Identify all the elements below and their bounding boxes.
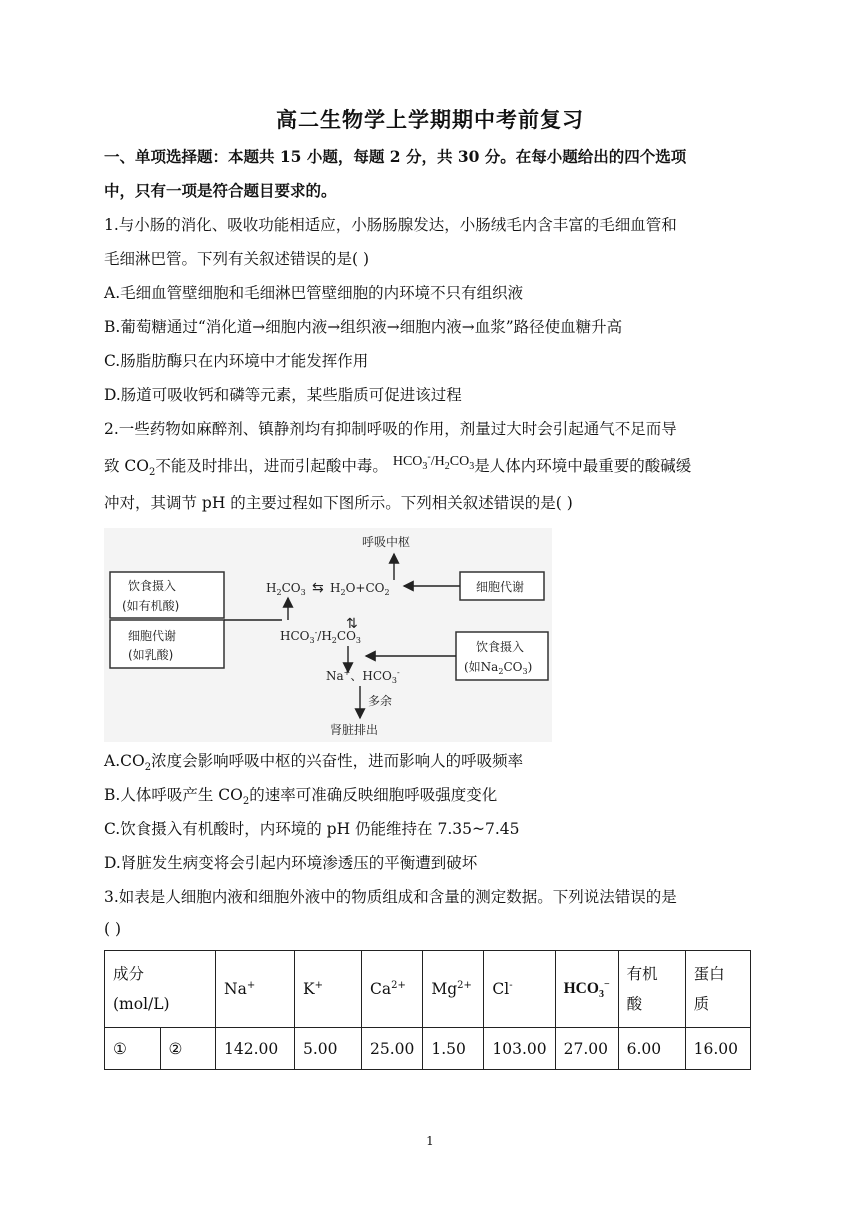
equilibrium-arrow-icon: ⇆	[312, 580, 324, 596]
header-organic-acid	[618, 951, 685, 1028]
q2-option-c: C.饮食摄入有机酸时，内环境的 pH 仍能维持在 7.35~7.45	[104, 820, 520, 838]
label-metabolism-lactic-title: 细胞代谢	[128, 629, 177, 643]
q2-option-b-post: 的速率可准确反映细胞呼吸强度变化	[249, 786, 498, 804]
table-cell: 6.00	[618, 1028, 685, 1070]
q1-option-c: C.肠脂肪酶只在内环境中才能发挥作用	[104, 352, 369, 370]
table-cell: 142.00	[216, 1028, 295, 1070]
header-cl: Cl-	[484, 951, 555, 1028]
table-cell: 25.00	[362, 1028, 423, 1070]
header-protein-1: 蛋白	[693, 965, 725, 983]
header-na: Na+	[216, 951, 295, 1028]
q2-option-d: D.肾脏发生病变将会引起内环境渗透压的平衡遭到破坏	[104, 854, 478, 872]
section-heading-line2: 中，只有一项是符合题目要求的。	[104, 181, 337, 200]
table-cell: 1.50	[423, 1028, 484, 1070]
table-cell: 16.00	[685, 1028, 750, 1070]
table-cell: 103.00	[484, 1028, 555, 1070]
label-h2co3: $H_2CO_3$	[266, 581, 306, 597]
table-header-row	[105, 951, 751, 1028]
header-protein-2: 质	[693, 995, 710, 1013]
label-na-hco3: Na+、$HCO_3^-$	[326, 668, 400, 685]
q2-stem-line2-pre: 致 CO	[104, 457, 149, 475]
composition-table	[104, 950, 751, 1070]
q2-stem-line2-post: 是人体内环境中最重要的酸碱缓	[474, 457, 692, 475]
bicarbonate-formula: $HCO_3^-/H_2CO_3$	[392, 451, 475, 472]
label-intake-base-title: 饮食摄入	[476, 640, 525, 654]
q3-stem-line2: ( )	[104, 920, 122, 938]
label-respiratory-center: 呼吸中枢	[362, 535, 411, 549]
q2-option-a-post: 浓度会影响呼吸中枢的兴奋性，进而影响人的呼吸频率	[151, 752, 524, 770]
header-organic-2: 酸	[626, 995, 643, 1013]
q1-option-d: D.肠道可吸收钙和磷等元素，某些脂质可促进该过程	[104, 386, 462, 404]
q2-stem-line2-mid: 不能及时排出，进而引起酸中毒。	[155, 457, 388, 475]
q2-stem-line2: 致 $CO_2$不能及时排出，进而引起酸中毒。 $HCO_3^-/H_2CO_3$是人体内环境中最重要的酸碱缓	[104, 451, 692, 479]
q2-option-a-pre: A.CO	[104, 752, 145, 770]
header-k: K+	[295, 951, 362, 1028]
page-title: 高二生物学上学期期中考前复习	[276, 107, 584, 132]
q2-option-a: $A.CO_2$浓度会影响呼吸中枢的兴奋性，进而影响人的呼吸频率	[104, 752, 524, 774]
label-metabolism-lactic-sub: (如乳酸)	[128, 648, 174, 662]
label-intake-acid-sub: (如有机酸)	[122, 599, 180, 613]
header-hco3: $HCO_3^-$	[555, 951, 618, 1028]
label-cell-metabolism: 细胞代谢	[476, 580, 525, 594]
q2-stem-line3: 冲对，其调节 pH 的主要过程如下图所示。下列相关叙述错误的是( )	[104, 494, 573, 512]
header-mg: $Mg^{2+}$	[423, 951, 484, 1028]
section-heading-line1: 一、单项选择题：本题共 15 小题，每题 2 分，共 30 分。在每小题给出的四个选项	[104, 147, 687, 166]
q2-option-b-pre: B.人体呼吸产生 CO	[104, 786, 243, 804]
header-component-label: 成分	[113, 965, 145, 983]
q3-stem-line1: 3.如表是人细胞内液和细胞外液中的物质组成和含量的测定数据。下列说法错误的是	[104, 888, 677, 906]
q1-stem-line2: 毛细淋巴管。下列有关叙述错误的是( )	[104, 250, 370, 268]
table-cell: ①	[105, 1028, 161, 1070]
header-protein	[685, 951, 750, 1028]
page-number: 1	[426, 1134, 434, 1148]
q1-stem-line1: 1.与小肠的消化、吸收功能相适应，小肠肠腺发达，小肠绒毛内含丰富的毛细血管和	[104, 216, 677, 234]
q2-stem-line1: 2.一些药物如麻醉剂、镇静剂均有抑制呼吸的作用，剂量过大时会引起通气不足而导	[104, 420, 677, 438]
label-buffer-pair: $HCO_3^-/H_2CO_3$	[280, 628, 362, 645]
vertical-equilibrium-icon: ⇅	[346, 616, 358, 632]
table-cell: 27.00	[555, 1028, 618, 1070]
table-cell: 5.00	[295, 1028, 362, 1070]
header-organic-1: 有机	[626, 965, 658, 983]
q1-option-b: B.葡萄糖通过“消化道→细胞内液→组织液→细胞内液→血浆”路径使血糖升高	[104, 318, 623, 336]
label-kidney-excretion: 肾脏排出	[330, 723, 379, 737]
header-component	[105, 951, 216, 1028]
header-ca: $Ca^{2+}$	[362, 951, 423, 1028]
table-cell: ②	[160, 1028, 216, 1070]
q1-option-a: A.毛细血管壁细胞和毛细淋巴管壁细胞的内环境不只有组织液	[104, 284, 524, 302]
label-intake-acid-title: 饮食摄入	[128, 579, 177, 593]
label-na2co3: (如$Na_2CO_3$)	[464, 660, 533, 676]
q2-option-b: B.人体呼吸产生 $CO_2$的速率可准确反映细胞呼吸强度变化	[104, 786, 498, 808]
ph-regulation-diagram	[104, 528, 552, 742]
header-unit-label: (mol/L)	[113, 995, 170, 1013]
label-excess: 多余	[368, 694, 393, 708]
label-h2o-co2: $H_2O+CO_2$	[330, 581, 390, 597]
table-row	[105, 1028, 751, 1070]
